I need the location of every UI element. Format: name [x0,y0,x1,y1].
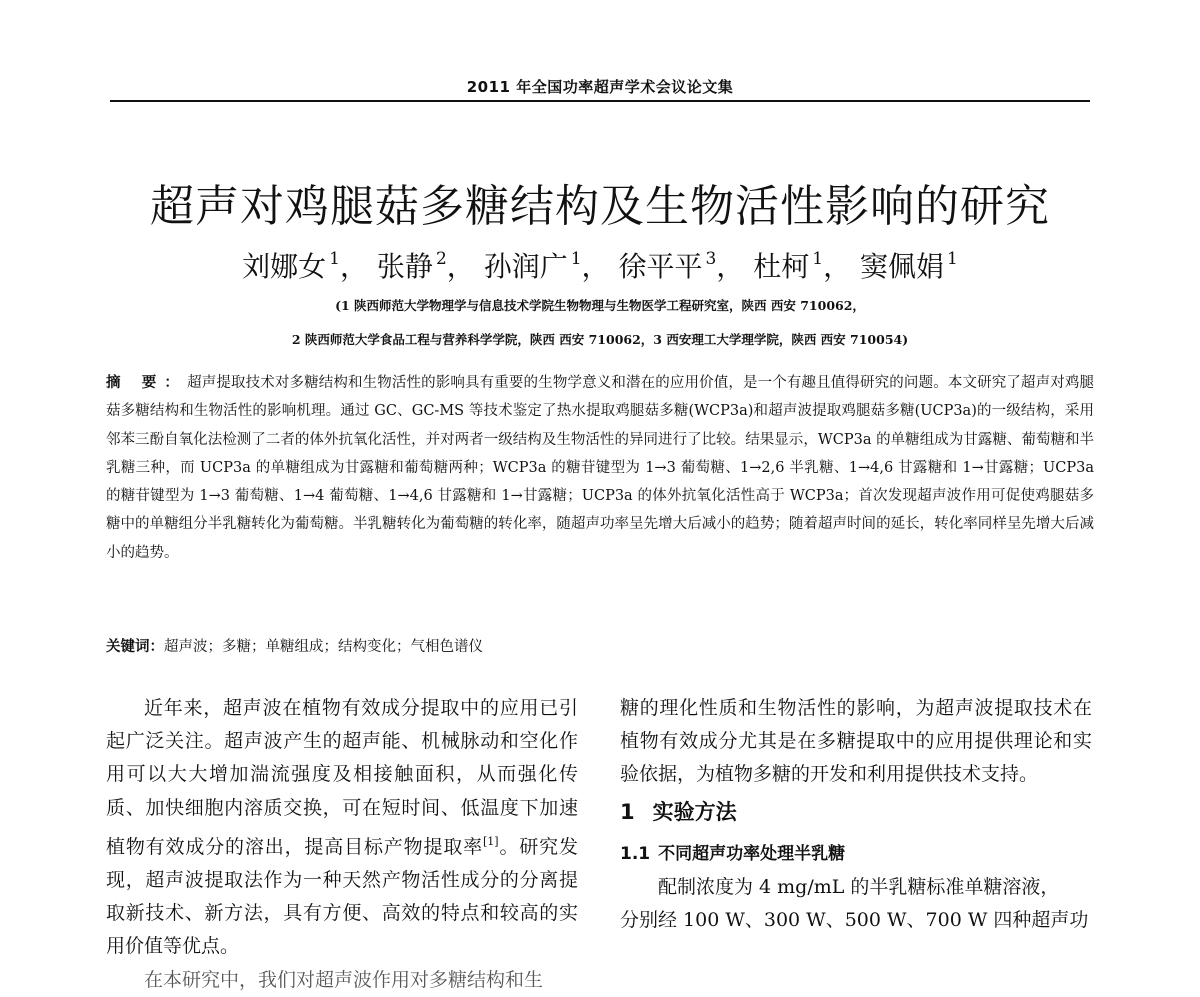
author-name: 窦佩娟 [859,250,944,283]
citation-ref: [1] [483,834,499,848]
body-column-left [106,692,578,997]
author-affiliation-mark: 1 [570,249,582,269]
author-name: 刘娜女 [242,250,327,283]
author-affiliation-mark: 3 [705,249,717,269]
author-list [60,245,1140,285]
subsection-number: 1.1 [620,843,651,864]
author-separator: ， [446,250,475,283]
author-affiliation-mark: 1 [947,249,958,269]
keywords [106,635,1094,656]
intro-paragraph-partial: 在本研究中，我们对超声波作用对多糖结构和生 [144,968,544,991]
keywords-text: 超声波；多糖；单糖组成；结构变化；气相色谱仪 [164,639,483,655]
affiliation-line-1: (1 陕西师范大学物理学与信息技术学院生物物理与生物医学工程研究室，陕西 西安 710062， [335,298,865,313]
abstract [106,369,1094,567]
author-separator: ， [716,250,745,283]
author-affiliation-mark: 2 [435,249,447,269]
intro-paragraph-cont: 糖的理化性质和生物活性的影响，为超声波提取技术在植物有效成分尤其是在多糖提取中的应用提供理论和实验依据，为植物多糖的开发和利用提供技术支持。 [620,697,1092,786]
intro-text-cont: 。研究发现，超声波提取法作为一种天然产物活性成分的分离提取新技术、新方法，具有方便、高效的特点和较高的实用价值等优点。 [106,835,578,958]
author-name: 张静 [376,250,433,283]
body-column-right [620,692,1092,937]
intro-text: 近年来，超声波在植物有效成分提取中的应用已引起广泛关注。超声波产生的超声能、机械脉动和空化作用可以大大增加湍流强度及相接触面积，从而强化传质、加快细胞内溶质交换，可在短时间、低温度下加速植物有效成分的溶出，提高目标产物提取率 [106,697,578,858]
section-number: 1 [620,799,635,824]
section-heading [620,794,1092,830]
author-separator: ， [581,250,610,283]
running-head: 2011 年全国功率超声学术会议论文集 [466,78,734,96]
author-name: 徐平平 [618,250,703,283]
header-rule [110,100,1090,102]
subsection-heading [620,838,1092,871]
author-affiliation-mark: 1 [812,249,824,269]
author-name: 孙润广 [483,250,568,283]
author-affiliation-mark: 1 [329,249,340,269]
intro-paragraph [106,692,578,964]
paper-title: 超声对鸡腿菇多糖结构及生物活性影响的研究 [150,181,1050,232]
keywords-label: 关键词： [106,638,164,655]
section-title: 实验方法 [652,799,737,824]
method-paragraph: 配制浓度为 4 mg/mL 的半乳糖标准单糖溶液， [658,875,1060,898]
abstract-label: 摘 要： [106,374,188,391]
author-separator: ， [340,250,369,283]
method-paragraph-partial: 分别经 100 W、300 W、500 W、700 W 四种超声功 [620,908,1089,931]
affiliation-line-2: 2 陕西师范大学食品工程与营养科学学院，陕西 西安 710062，3 西安理工大学理学院，陕西 西安 710054) [291,332,909,347]
abstract-text: 超声提取技术对多糖结构和生物活性的影响具有重要的生物学意义和潜在的应用价值，是一个有趣且值得研究的问题。本文研究了超声对鸡腿菇多糖结构和生物活性的影响机理。通过 GC、GC-MS 等技术鉴定了热水提取鸡腿菇多糖(WCP3a)和超声波提取鸡腿菇多糖(UCP3a)的一级结构，采用邻苯三酚自氧化法检测了二者的体外抗氧化活性，并对两者一级结构及生物活性的异同进行了比较。结果显示，WCP3a 的单糖组成为甘露糖、葡萄糖和半乳糖三种，而 UCP3a 的单糖组成为甘露糖和葡萄糖两种；WCP3a 的糖苷键型为 1→3 葡萄糖、1→2,6 半乳糖、1→4,6 甘露糖和 1→甘露糖；UCP3a 的糖苷键型为 1→3 葡萄糖、1→4 葡萄糖、1→4,6 甘露糖和 1→甘露糖；UCP3a 的体外抗氧化活性高于 WCP3a；首次发现超声波作用可促使鸡腿菇多糖中的单糖组分半乳糖转化为葡萄糖。半乳糖转化为葡萄糖的转化率，随超声功率呈先增大后减小的趋势；随着超声时间的延长，转化率同样呈先增大后减小的趋势。 [106,375,1094,561]
author-name: 杜柯 [753,250,810,283]
subsection-title: 不同超声功率处理半乳糖 [658,843,846,864]
author-separator: ， [823,250,852,283]
